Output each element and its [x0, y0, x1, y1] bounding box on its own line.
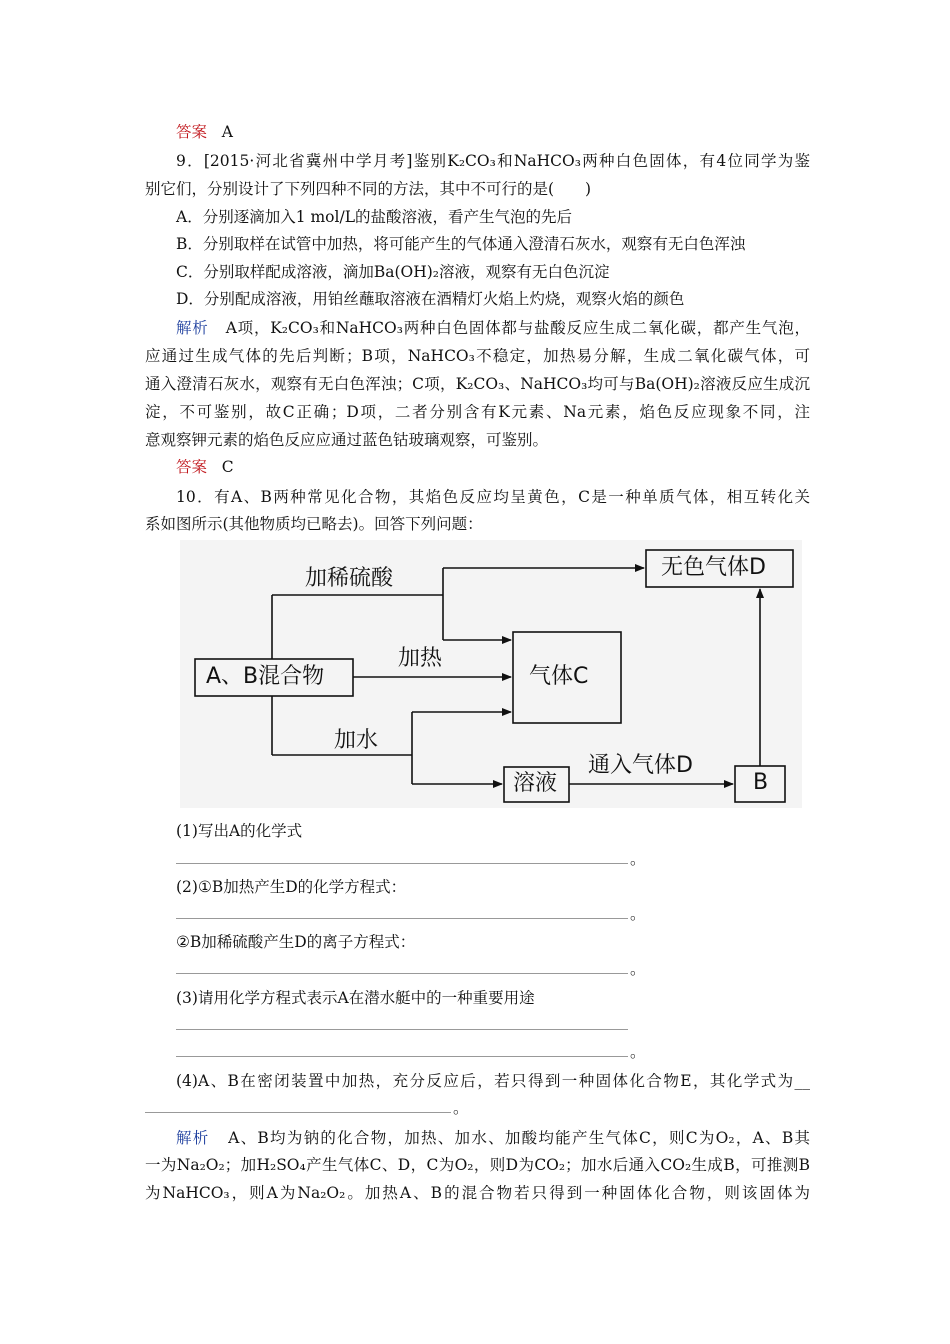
q10-sub3: (3)请用化学方程式表示A在潜水艇中的一种重要用途 — [176, 989, 535, 1007]
q10-analysis-line1 — [176, 1128, 810, 1148]
q9-analysis-line4: 淀，不可鉴别，故C正确；D项，二者分别含有K元素、Na元素，焰色反应现象不同，注 — [145, 403, 810, 421]
answer-value: A — [221, 123, 233, 141]
q9-analysis-line1 — [176, 318, 810, 338]
q9-analysis-line3: 通入澄清石灰水，观察有无白色浑浊；C项，K₂CO₃、NaHCO₃均可与Ba(OH)₂溶液反应生成沉 — [145, 375, 810, 393]
label-gas-d-box: 无色气体D — [661, 555, 766, 580]
analysis-text: A项，K₂CO₃和NaHCO₃两种白色固体都与盐酸反应生成二氧化碳，都产生气泡， — [225, 319, 810, 337]
q10-stem-line1: 10．有A、B两种常见化合物，其焰色反应均呈黄色，C是一种单质气体，相互转化关 — [176, 488, 810, 506]
answer-blank-4b[interactable] — [176, 1056, 628, 1057]
answer-label: 答案 — [176, 123, 208, 141]
label-heat: 加热 — [398, 646, 443, 671]
q10-analysis-line3: 为NaHCO₃，则A为Na₂O₂。加热A、B的混合物若只得到一种固体化合物，则该固体为 — [145, 1184, 810, 1202]
q10-sub2-1: (2)①B加热产生D的化学方程式： — [176, 878, 407, 896]
q9-answer-line — [176, 457, 810, 477]
analysis-label: 解析 — [176, 319, 209, 337]
answer-label: 答案 — [176, 458, 208, 476]
label-add-acid: 加稀硫酸 — [305, 566, 394, 591]
q9-analysis-line5: 意观察钾元素的焰色反应应通过蓝色钴玻璃观察，可鉴别。 — [145, 431, 549, 449]
answer-blank-1[interactable] — [176, 863, 628, 864]
q9-option-d: D．分别配成溶液，用铂丝蘸取溶液在酒精灯火焰上灼烧，观察火焰的颜色 — [176, 290, 685, 308]
answer-blank-5[interactable] — [145, 1112, 451, 1113]
answer-value: C — [221, 458, 234, 476]
analysis-label: 解析 — [176, 1129, 210, 1147]
period: 。 — [630, 1043, 646, 1061]
q10-sub4: (4)A、B在密闭装置中加热，充分反应后，若只得到一种固体化合物E，其化学式为__ — [176, 1072, 810, 1090]
answer-blank-4a[interactable] — [176, 1029, 628, 1030]
q9-stem-line1: 9．[2015·河北省冀州中学月考]鉴别K₂CO₃和NaHCO₃两种白色固体，有4位同学为鉴 — [176, 152, 810, 170]
label-solution-box: 溶液 — [513, 771, 558, 796]
label-start-box: A、B混合物 — [206, 664, 325, 689]
period: 。 — [630, 960, 646, 978]
q10-analysis-line2: 一为Na₂O₂；加H₂SO₄产生气体C、D，C为O₂，则D为CO₂；加水后通入CO₂生成B，可推测B — [145, 1156, 810, 1174]
q10-stem-line2: 系如图所示(其他物质均已略去)。回答下列问题： — [145, 515, 483, 533]
q10-sub1: (1)写出A的化学式 — [176, 822, 303, 840]
q9-option-c: C．分别取样配成溶液，滴加Ba(OH)₂溶液，观察有无白色沉淀 — [176, 263, 610, 281]
label-b-box: B — [753, 770, 769, 795]
q10-sub2-2: ②B加稀硫酸产生D的离子方程式： — [176, 933, 416, 951]
q9-option-b: B．分别取样在试管中加热，将可能产生的气体通入澄清石灰水，观察有无白色浑浊 — [176, 235, 746, 253]
label-add-water: 加水 — [334, 728, 379, 753]
analysis-text: A、B均为钠的化合物，加热、加水、加酸均能产生气体C，则C为O₂，A、B其 — [228, 1129, 810, 1147]
q9-option-a: A．分别逐滴加入1 mol/L的盐酸溶液，看产生气泡的先后 — [176, 208, 572, 226]
answer-blank-3[interactable] — [176, 973, 628, 974]
label-pass-gas-d: 通入气体D — [588, 753, 693, 778]
answer-blank-2[interactable] — [176, 918, 628, 919]
q9-analysis-line2: 应通过生成气体的先后判断；B项，NaHCO₃不稳定，加热易分解，生成二氧化碳气体，可 — [145, 347, 810, 365]
label-gas-c-box: 气体C — [529, 664, 589, 689]
prev-answer-line — [176, 122, 810, 142]
period: 。 — [453, 1099, 469, 1117]
period: 。 — [630, 850, 646, 868]
reaction-flow-diagram — [180, 540, 802, 808]
q9-stem-line2: 别它们，分别设计了下列四种不同的方法，其中不可行的是( ) — [145, 180, 592, 198]
period: 。 — [630, 905, 646, 923]
